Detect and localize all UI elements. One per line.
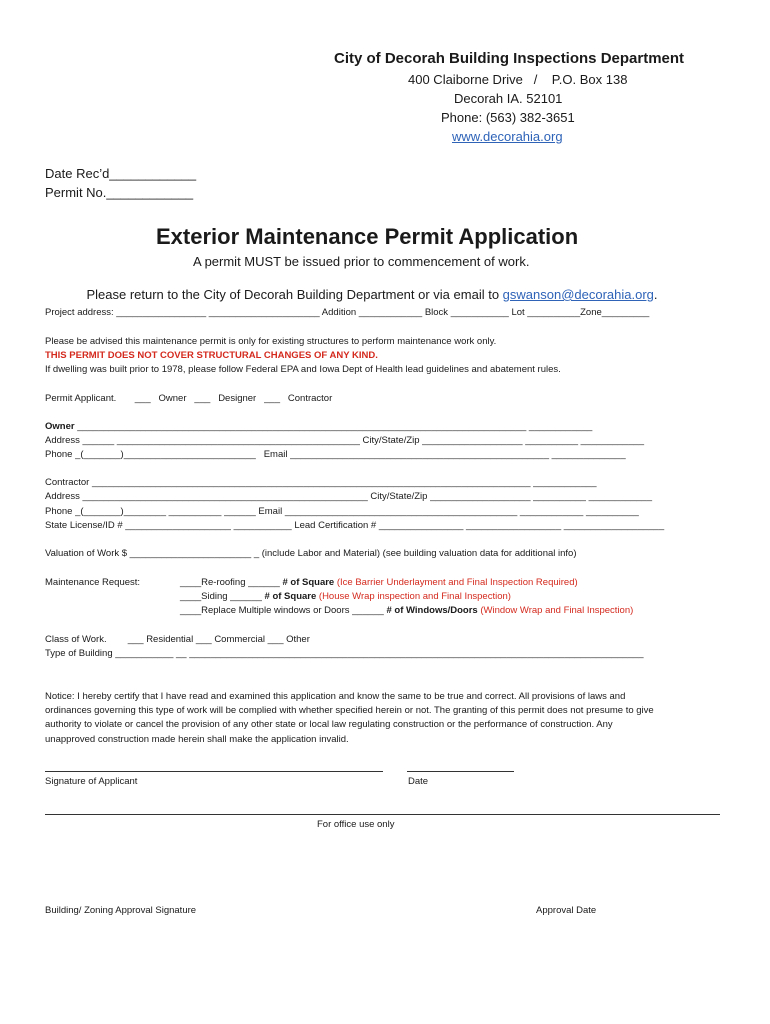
project-address-field[interactable]: Project address: _________________ _____________________ Addition ____________ Block ___________ Lot __________Zone_________ (45, 307, 650, 318)
department-title: City of Decorah Building Inspections Department (334, 50, 685, 67)
signature-applicant-label: Signature of Applicant (45, 776, 138, 787)
notice-line-2: ordinances governing this type of work will be complied with whether specified herein or not. The granting of this permit does not presume to give (45, 705, 654, 716)
siding-count-label: # of Square (261, 591, 317, 602)
structural-warning: THIS PERMIT DOES NOT COVER STRUCTURAL CHANGES OF ANY KIND. (45, 350, 378, 361)
contractor-address-field[interactable]: Address ______________________________________________________ City/State/Zip ___________________ __________ ____________ (45, 491, 652, 502)
type-of-building-field[interactable]: Type of Building ___________ __ ______________________________________________________________________________________ (45, 648, 644, 659)
reroofing-count-label: # of Square (279, 577, 335, 588)
signature-date-label: Date (408, 776, 429, 787)
office-use-label: For office use only (317, 819, 395, 830)
notice-line-3: authority to violate or cancel the provision of any other state or local law regulating construction or the performance of construction. Any (45, 719, 613, 730)
subtitle-line-1: A permit MUST be issued prior to commencement of work. (193, 254, 530, 269)
page-title: Exterior Maintenance Permit Application (156, 224, 579, 249)
reroofing-note: (Ice Barrier Underlayment and Final Inspection Required) (334, 577, 578, 588)
email-link[interactable]: gswanson@decorahia.org (502, 287, 654, 302)
lead-guidelines-note: If dwelling was built prior to 1978, please follow Federal EPA and Iowa Dept of Health lead guidelines and abatement rules. (45, 364, 561, 375)
approval-signature-label: Building/ Zoning Approval Signature (45, 905, 197, 916)
permit-applicant-options[interactable]: Permit Applicant. ___ Owner ___ Designer ___ Contractor (45, 393, 333, 404)
approval-date-label: Approval Date (536, 905, 597, 916)
department-phone: Phone: (563) 382-3651 (441, 110, 575, 125)
siding-label: ____Siding ______ (180, 591, 262, 602)
contractor-license-field[interactable]: State License/ID # ____________________ ___________ Lead Certification # ________________ __________________ ___________________ (45, 520, 665, 531)
windows-count-label: # of Windows/Doors (383, 605, 478, 616)
applicant-signature-line[interactable] (45, 771, 383, 772)
valuation-field[interactable]: Valuation of Work $ _______________________ _ (include Labor and Material) (see building valuation data for additional info) (45, 548, 577, 559)
department-website-link[interactable]: www.decorahia.org (452, 129, 563, 144)
subtitle-return-text: Please return to the City of Decorah Building Department or via email to (86, 287, 503, 302)
owner-phone-email-field[interactable]: Phone _(_______)_________________________ Email _________________________________________________ ______________ (45, 449, 626, 460)
owner-name-line: _____________________________________________________________________________________ ____________ (74, 421, 593, 432)
office-use-divider (45, 814, 720, 815)
signature-date-line[interactable] (407, 771, 514, 772)
subtitle-period: . (653, 287, 658, 302)
siding-note: (House Wrap inspection and Final Inspection) (316, 591, 511, 602)
contractor-phone-email-field[interactable]: Phone _(_______)________ __________ ______ Email ____________________________________________ ____________ __________ (45, 506, 639, 517)
maintenance-option-windows[interactable] (180, 605, 633, 616)
owner-address-field[interactable]: Address ______ ______________________________________________ City/State/Zip ___________________ __________ ____________ (45, 435, 645, 446)
contractor-name-field[interactable]: Contractor ___________________________________________________________________________________ ____________ (45, 477, 597, 488)
department-city: Decorah IA. 52101 (454, 91, 563, 106)
notice-line-1: Notice: I hereby certify that I have read and examined this application and know the same to be true and correct. All provisions of laws and (45, 691, 626, 702)
notice-line-4: unapproved construction made herein shall make the application invalid. (45, 734, 349, 745)
windows-note: (Window Wrap and Final Inspection) (477, 605, 634, 616)
maintenance-option-siding[interactable] (180, 591, 511, 602)
maintenance-option-reroofing[interactable] (180, 577, 578, 588)
reroofing-label: ____Re-roofing ______ (180, 577, 280, 588)
owner-name-field[interactable] (45, 421, 592, 432)
permit-number-field[interactable]: Permit No.____________ (45, 185, 194, 200)
date-received-field[interactable]: Date Rec’d____________ (45, 166, 197, 181)
class-of-work-options[interactable]: Class of Work. ___ Residential ___ Commercial ___ Other (45, 634, 310, 645)
department-address: 400 Claiborne Drive / P.O. Box 138 (408, 72, 628, 87)
maintenance-request-label: Maintenance Request: (45, 577, 141, 588)
advisory-line-1: Please be advised this maintenance permit is only for existing structures to perform maintenance work only. (45, 336, 497, 347)
windows-label: ____Replace Multiple windows or Doors ______ (180, 605, 384, 616)
owner-label: Owner (45, 421, 75, 432)
